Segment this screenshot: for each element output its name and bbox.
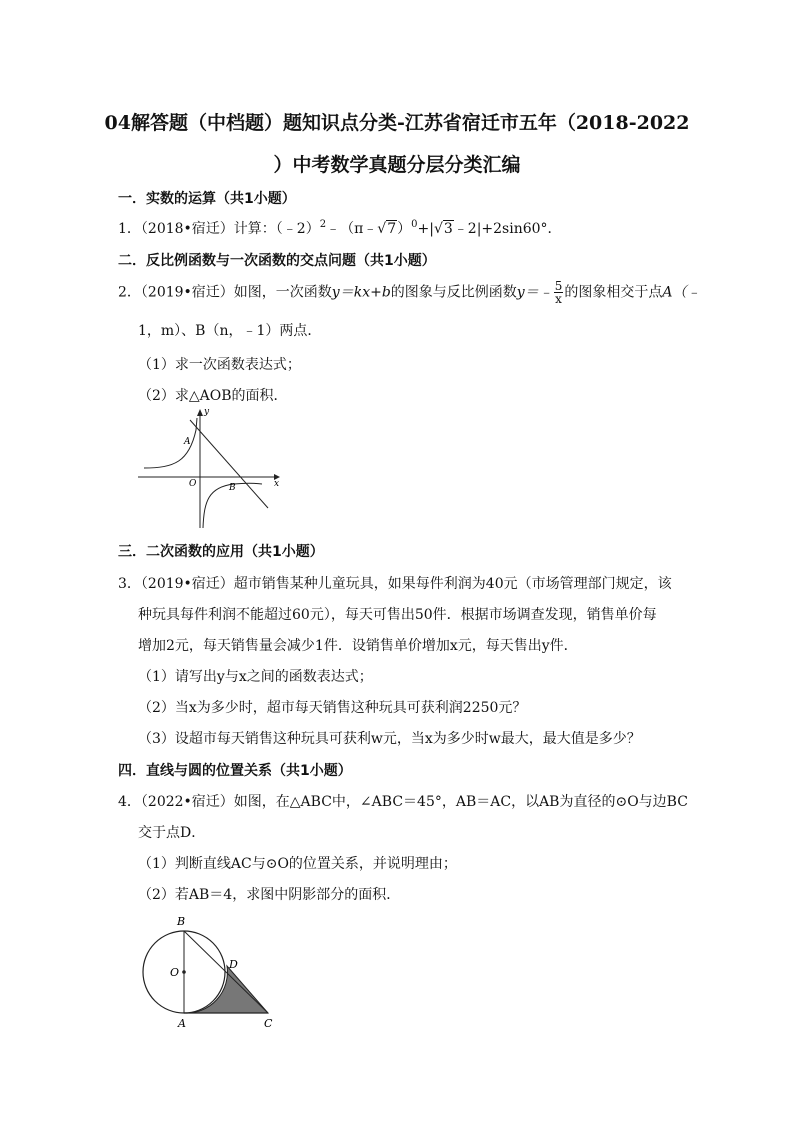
question-3-part-1: （1）请写出y与x之间的函数表达式；: [138, 669, 373, 685]
q2-suffix: 的图象相交于点: [564, 284, 663, 301]
label-d: D: [229, 958, 238, 971]
label-b: B: [177, 915, 186, 928]
title-line-1: 04解答题（中档题）题知识点分类-江苏省宿迁市五年（2018-2022: [104, 112, 690, 134]
section-heading-4: 四．直线与圆的位置关系（共1小题）: [118, 763, 352, 779]
question-3-line-3: 增加2元，每天销售量会减少1件．设销售单价增加x元，每天售出y件．: [138, 638, 578, 654]
label-a: A: [184, 437, 191, 447]
linear-function-line: [190, 420, 268, 508]
q1-suffix: ﹣2|+2sin60°．: [453, 221, 562, 237]
question-4-line-1: 4．（2022•宿迁）如图，在△ABC中，∠ABC＝45°，AB＝AC，以AB为直径的⊙O与边BC: [118, 794, 688, 810]
q1-mid-1: ﹣（π﹣: [326, 221, 378, 237]
question-3-line-2: 种玩具每件利润不能超过60元），每天可售出50件．根据市场调查发现，销售单价每: [138, 607, 657, 623]
q1-mid-2: ）: [397, 221, 412, 237]
label-x: x: [274, 479, 280, 489]
q2-fraction-numerator: 5: [554, 279, 563, 293]
question-3-part-3: （3）设超市每天销售这种玩具可获利w元，当x为多少时w最大，最大值是多少？: [138, 731, 641, 747]
q1-radicand-3: 3: [443, 221, 453, 237]
question-4-part-2: （2）若AB＝4，求图中阴影部分的面积．: [138, 887, 401, 903]
question-4-part-1: （1）判断直线AC与⊙O的位置关系，并说明理由；: [138, 856, 457, 872]
q1-exponent-2: 2: [319, 219, 327, 230]
shaded-region: [184, 966, 268, 1013]
question-2-part-2: （2）求△AOB的面积．: [138, 388, 288, 404]
label-y: y: [204, 407, 210, 417]
q1-radicand-7: 7: [387, 221, 397, 237]
q2-function-graph: [134, 402, 284, 532]
q2-inverse-equation: y＝﹣: [516, 284, 553, 301]
question-2-line-1: [118, 280, 700, 305]
label-o: O: [170, 966, 180, 979]
question-1: 1．（2018•宿迁）计算：（﹣2）$^2$﹣（π﹣√7）$^0$+|√3﹣2|+2sin60°．: [118, 219, 562, 237]
q4-circle-figure: [130, 908, 280, 1032]
q2-fraction: [554, 280, 564, 305]
title-line-2: ）中考数学真题分层分类汇编: [273, 154, 521, 176]
q2-point-a: A（﹣: [662, 284, 701, 301]
question-2-part-1: （1）求一次函数表达式；: [138, 357, 301, 373]
q1-exponent-0: 0: [411, 219, 418, 230]
q2-linear-equation: y＝kx+b: [331, 284, 391, 301]
question-3-line-1: 3．（2019•宿迁）超市销售某种儿童玩具，如果每件利润为40元（市场管理部门规定，该: [118, 576, 672, 592]
q2-prefix: 2．（2019•宿迁）如图，一次函数: [118, 284, 332, 301]
y-axis-arrow: [197, 409, 203, 416]
q1-prefix: 1．（2018•宿迁）计算：（﹣2）: [118, 221, 320, 237]
question-4-line-2: 交于点D．: [138, 825, 206, 841]
question-3-part-2: （2）当x为多少时，超市每天销售这种玩具可获利润2250元？: [138, 700, 527, 716]
label-a: A: [178, 1017, 186, 1030]
center-point-o: [182, 970, 186, 974]
q2-fraction-denominator: x: [555, 292, 562, 306]
section-heading-1: 一．实数的运算（共1小题）: [118, 191, 296, 207]
question-2-line-2: 1，m）、B（n，﹣1）两点．: [138, 323, 322, 339]
label-o: O: [189, 479, 197, 489]
section-heading-3: 三．二次函数的应用（共1小题）: [118, 544, 324, 560]
section-heading-2: 二．反比例函数与一次函数的交点问题（共1小题）: [118, 253, 436, 269]
q1-mid-3: +|: [417, 221, 434, 237]
label-c: C: [264, 1017, 273, 1030]
q2-mid: 的图象与反比例函数: [390, 284, 517, 301]
label-b: B: [229, 483, 236, 493]
